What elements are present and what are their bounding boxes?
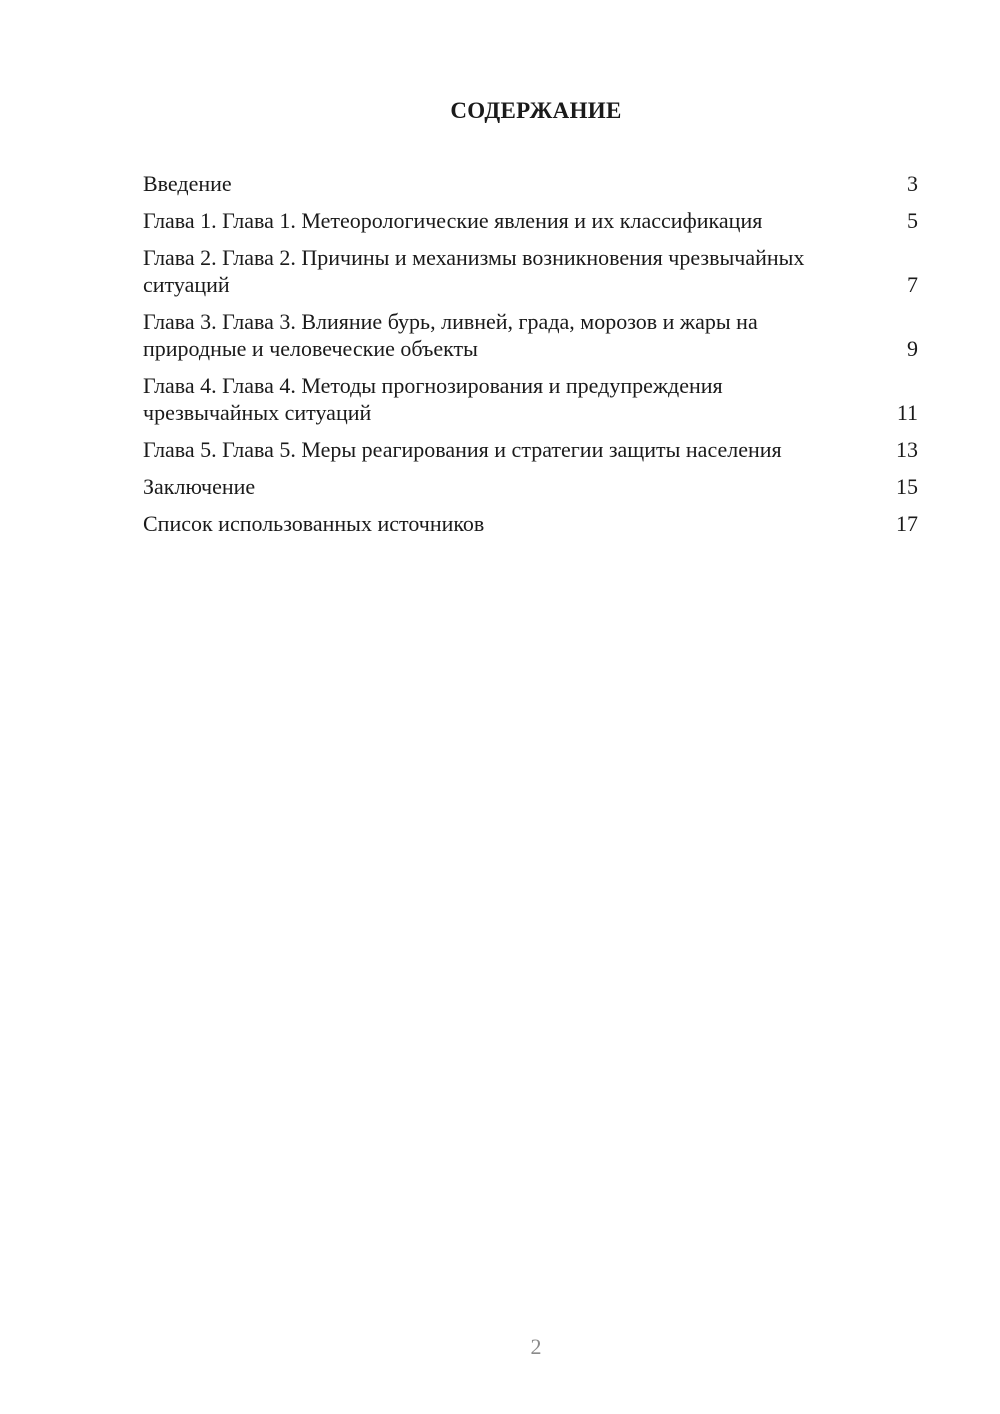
toc-entry-introduction: [143, 170, 918, 197]
toc-entry-title: Глава 1. Глава 1. Метеорологические явления и их классификация: [143, 208, 763, 233]
table-of-contents: [143, 170, 918, 547]
toc-entry-chapter-3: [143, 308, 918, 362]
toc-entry-page: 13: [896, 437, 918, 462]
toc-entry-chapter-4: [143, 372, 918, 426]
toc-entry-title: Введение: [143, 171, 232, 196]
toc-entry-page: 3: [907, 171, 918, 196]
page-number: 2: [530, 1334, 542, 1359]
toc-entry-page: 9: [907, 336, 918, 361]
page-title: СОДЕРЖАНИЕ: [450, 98, 622, 123]
toc-entry-references: [143, 510, 918, 537]
toc-entry-chapter-1: [143, 207, 918, 234]
toc-entry-page: 7: [907, 272, 918, 297]
toc-entry-chapter-5: [143, 436, 918, 463]
toc-entry-title: Глава 5. Глава 5. Меры реагирования и стратегии защиты населения: [143, 437, 782, 462]
toc-entry-page: 5: [907, 208, 918, 233]
toc-entry-page: 11: [896, 400, 918, 425]
toc-entry-title: Глава 3. Глава 3. Влияние бурь, ливней, града, морозов и жары на природные и человеческие объекты: [143, 309, 758, 361]
toc-entry-page: 15: [896, 474, 918, 499]
toc-entry-title: Список использованных источников: [143, 511, 485, 536]
toc-entry-title: Заключение: [143, 474, 256, 499]
toc-entry-page: 17: [896, 511, 918, 536]
toc-entry-chapter-2: [143, 244, 918, 298]
toc-entry-title: Глава 4. Глава 4. Методы прогнозирования и предупреждения чрезвычайных ситуаций: [143, 373, 723, 425]
toc-entry-conclusion: [143, 473, 918, 500]
toc-entry-title: Глава 2. Глава 2. Причины и механизмы возникновения чрезвычайных ситуаций: [143, 245, 805, 297]
